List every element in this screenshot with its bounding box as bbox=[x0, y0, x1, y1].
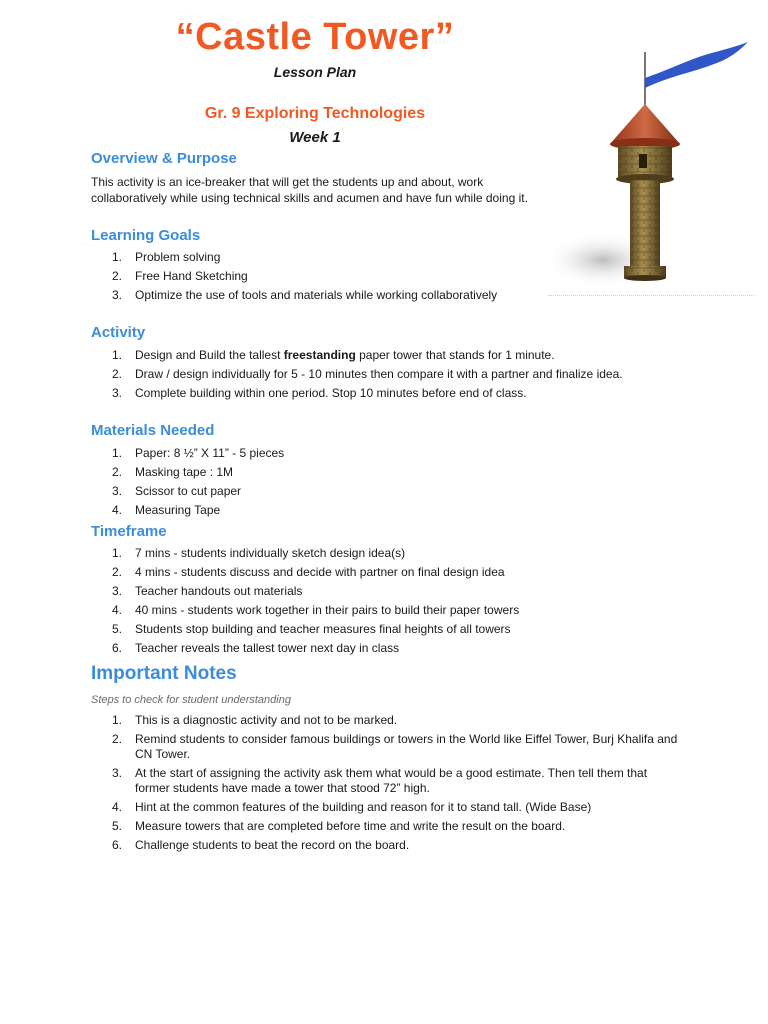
materials-heading: Materials Needed bbox=[91, 422, 215, 439]
timeframe-heading: Timeframe bbox=[91, 523, 167, 540]
flag-icon bbox=[645, 42, 748, 88]
notes-subheading: Steps to check for student understanding bbox=[91, 694, 291, 706]
list-item: 2. Free Hand Sketching bbox=[112, 269, 248, 283]
important-notes-list bbox=[91, 713, 681, 857]
list-item: 4. Hint at the common features of the building and reason for it to stand tall. (Wide Base) bbox=[112, 800, 592, 814]
timeframe-list bbox=[91, 546, 681, 660]
list-item: 3. Scissor to cut paper bbox=[112, 484, 242, 498]
list-item: 6. Teacher reveals the tallest tower next day in class bbox=[112, 641, 400, 655]
list-item: 5. Measure towers that are completed before time and write the result on the board. bbox=[112, 819, 566, 833]
activity-heading: Activity bbox=[91, 324, 146, 341]
list-item: 1. 7 mins - students individually sketch design idea(s) bbox=[112, 546, 406, 560]
list-item: 3. At the start of assigning the activity ask them what would be a good estimate. Then tell them that former students have made a tower that stood 72” high. bbox=[112, 766, 648, 795]
overview-text: This activity is an ice-breaker that will get the students up and about, work collaboratively while using technical skills and acumen and have fun while doing it. bbox=[91, 175, 528, 205]
activity-list bbox=[91, 348, 681, 405]
list-item: 2. Masking tape : 1M bbox=[112, 465, 234, 479]
list-item: 4. 40 mins - students work together in their pairs to build their paper towers bbox=[112, 603, 520, 617]
course-title: Gr. 9 Exploring Technologies bbox=[204, 105, 426, 122]
list-item: 1. Problem solving bbox=[112, 250, 221, 264]
week-label: Week 1 bbox=[289, 129, 341, 146]
tower-window bbox=[639, 154, 647, 168]
learning-goals-list bbox=[91, 250, 681, 307]
list-item: 1. Paper: 8 ½” X 11” - 5 pieces bbox=[112, 446, 285, 460]
learning-goals-heading: Learning Goals bbox=[91, 227, 201, 244]
list-item: 2. 4 mins - students discuss and decide with partner on final design idea bbox=[112, 565, 505, 579]
important-notes-heading: Important Notes bbox=[91, 663, 237, 684]
list-item: 4. Measuring Tape bbox=[112, 503, 221, 517]
list-item: 6. Challenge students to beat the record on the board. bbox=[112, 838, 410, 852]
list-item: 1. Design and Build the tallest freestanding paper tower that stands for 1 minute. bbox=[112, 348, 555, 362]
list-item: 3. Complete building within one period. Stop 10 minutes before end of class. bbox=[112, 386, 527, 400]
list-item: 3. Teacher handouts out materials bbox=[112, 584, 303, 598]
document-title: “Castle Tower” bbox=[175, 16, 455, 58]
list-item: 2. Remind students to consider famous buildings or towers in the World like Eiffel Tower, Burj Khalifa and CN Tower. bbox=[112, 732, 678, 761]
lesson-plan-subtitle: Lesson Plan bbox=[273, 64, 357, 80]
list-item: 3. Optimize the use of tools and materials while working collaboratively bbox=[112, 288, 498, 302]
list-item: 1. This is a diagnostic activity and not to be marked. bbox=[112, 713, 398, 727]
list-item: 2. Draw / design individually for 5 - 10 minutes then compare it with a partner and finalize idea. bbox=[112, 367, 623, 381]
list-item: 5. Students stop building and teacher measures final heights of all towers bbox=[112, 622, 511, 636]
overview-heading: Overview & Purpose bbox=[91, 150, 237, 167]
materials-list bbox=[91, 446, 681, 522]
